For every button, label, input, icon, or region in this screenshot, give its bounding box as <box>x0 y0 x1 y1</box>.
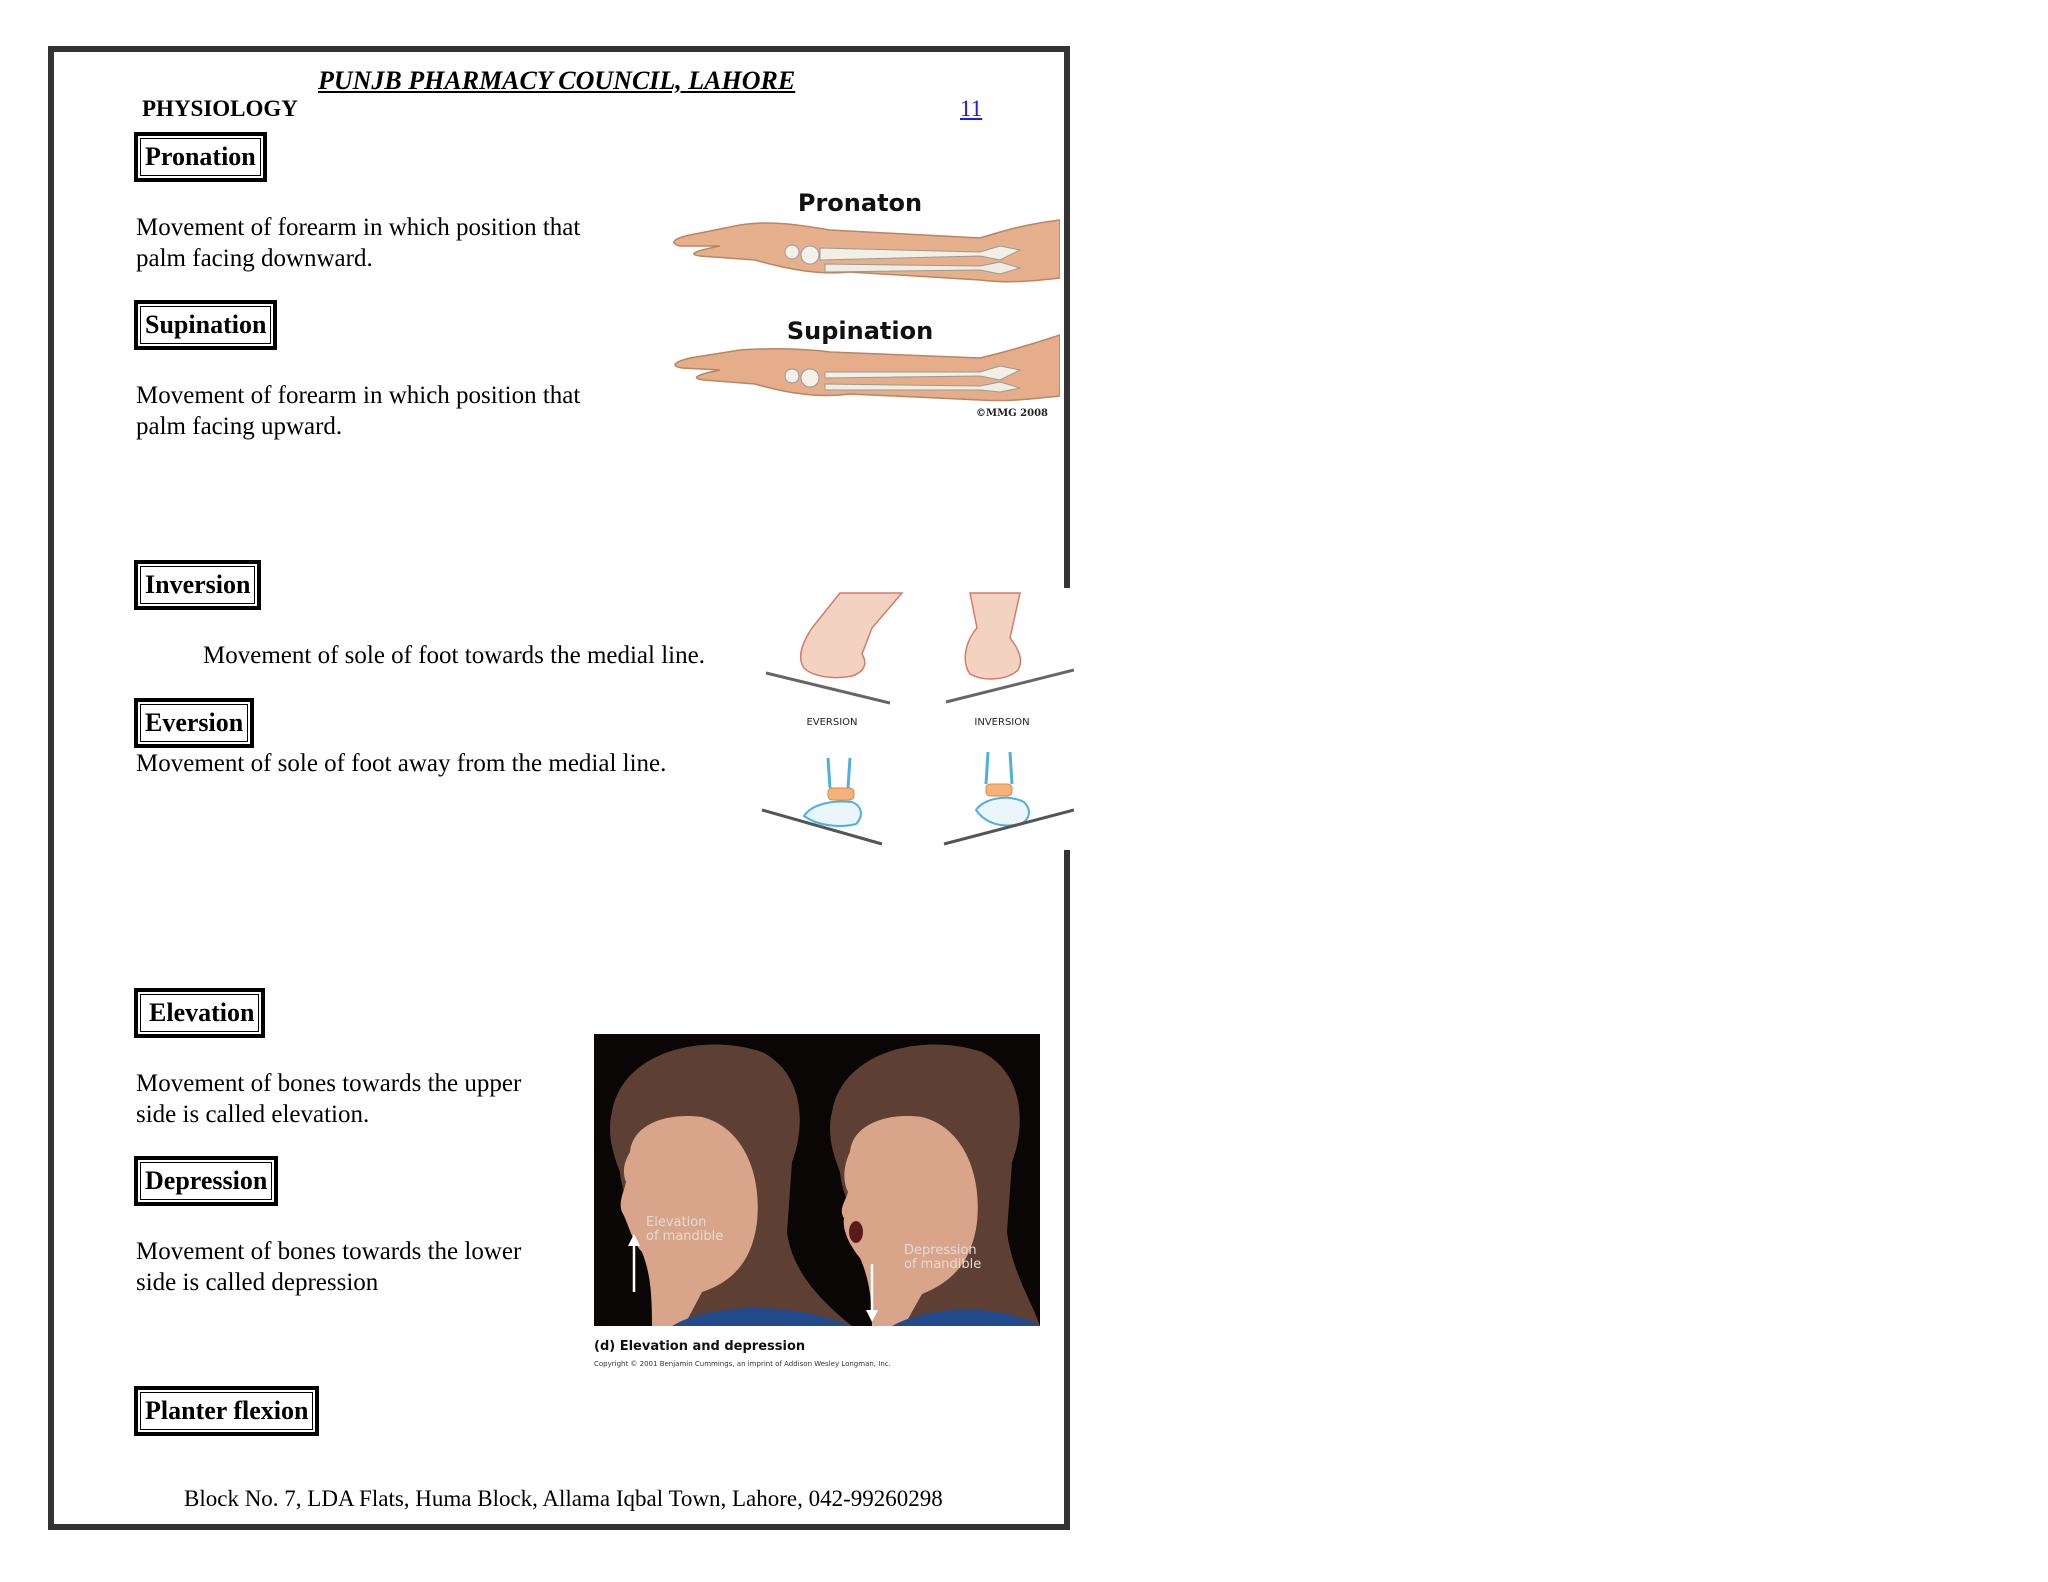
depression-heading <box>134 1156 278 1206</box>
mandible-caption: (d) Elevation and depression <box>594 1339 806 1354</box>
supination-figure-label: Supination <box>786 317 934 345</box>
inversion-figure-label: INVERSION <box>974 717 1030 728</box>
supination-heading-text: Supination <box>140 306 271 344</box>
depression-text-line2: side is called depression <box>136 1269 379 1296</box>
elevation-text-line2: side is called elevation. <box>136 1101 370 1128</box>
elevation-text-line1: Movement of bones towards the upper <box>136 1070 522 1097</box>
elevation-label-2: of mandible <box>646 1229 724 1244</box>
eversion-heading <box>134 698 254 748</box>
depression-label-2: of mandible <box>904 1257 982 1272</box>
depression-label-1: Depression <box>904 1243 977 1258</box>
eversion-heading-text: Eversion <box>140 704 248 742</box>
mandible-figure <box>592 1032 1042 1372</box>
pronation-heading <box>134 132 267 182</box>
pronation-text <box>136 212 580 274</box>
depression-text-line1: Movement of bones towards the lower <box>136 1238 522 1265</box>
subject-label: PHYSIOLOGY <box>142 96 298 121</box>
elevation-label-1: Elevation <box>646 1215 707 1230</box>
forearm-copyright: ©MMG 2008 <box>976 408 1048 419</box>
pronation-text-line2: palm facing downward. <box>136 245 373 272</box>
inversion-text: Movement of sole of foot towards the medial line. <box>203 642 705 669</box>
depression-text <box>136 1236 521 1298</box>
page-number-link[interactable]: 11 <box>960 96 983 121</box>
elevation-heading <box>134 988 265 1038</box>
supination-text-line2: palm facing upward. <box>136 413 343 440</box>
foot-illustration <box>752 588 1074 850</box>
pronation-figure-label: Pronaton <box>797 189 923 217</box>
inversion-heading <box>134 560 261 610</box>
mandible-illustration <box>592 1032 1042 1372</box>
elevation-text <box>136 1068 521 1130</box>
depression-heading-text: Depression <box>140 1162 272 1200</box>
forearm-illustration <box>660 180 1060 425</box>
supination-text <box>136 380 580 442</box>
supination-text-line1: Movement of forearm in which position that <box>136 382 581 409</box>
council-title: PUNJB PHARMACY COUNCIL, LAHORE <box>318 66 796 95</box>
elevation-heading-text: Elevation <box>140 994 259 1032</box>
mandible-copyright: Copyright © 2001 Benjamin Cummings, an imprint of Addison Wesley Longman, Inc. <box>594 1360 891 1368</box>
eversion-figure-label: EVERSION <box>806 717 858 728</box>
foot-figure <box>752 588 1074 850</box>
supination-heading <box>134 300 277 350</box>
pronation-heading-text: Pronation <box>140 138 261 176</box>
footer-address: Block No. 7, LDA Flats, Huma Block, Allama Iqbal Town, Lahore, 042-99260298 <box>184 1486 943 1511</box>
pronation-text-line1: Movement of forearm in which position that <box>136 214 581 241</box>
eversion-text: Movement of sole of foot away from the medial line. <box>136 750 667 777</box>
planter-flexion-heading-text: Planter flexion <box>140 1392 313 1430</box>
inversion-heading-text: Inversion <box>140 566 255 604</box>
forearm-figure <box>660 180 1060 425</box>
planter-flexion-heading <box>134 1386 319 1436</box>
